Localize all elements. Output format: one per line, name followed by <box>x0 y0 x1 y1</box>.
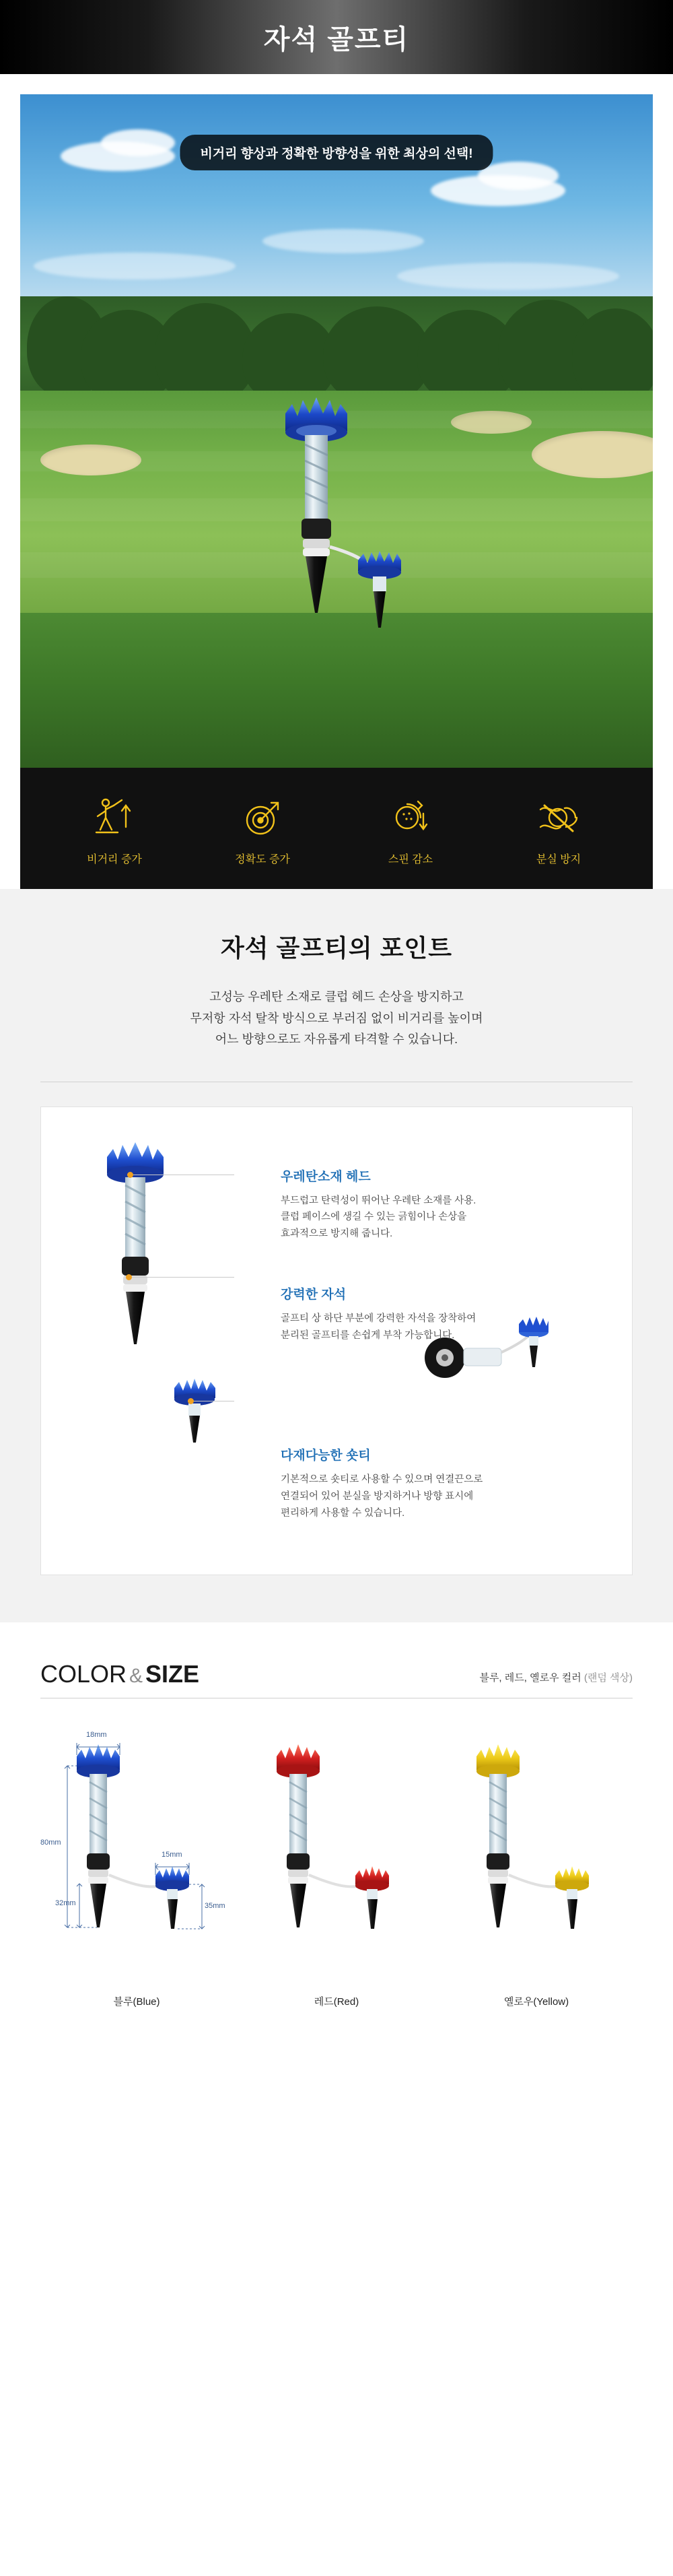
tree-icon <box>572 308 653 404</box>
dim-head-width: 18mm <box>86 1731 107 1739</box>
target-accuracy-icon <box>199 791 326 844</box>
color-size-title-amp: & <box>129 1665 143 1687</box>
feature-item-accuracy <box>199 791 326 866</box>
variant-illustration-red <box>240 1725 433 1981</box>
detail-body-line: 편리하게 사용할 수 있습니다. <box>281 1508 405 1519</box>
detail-body <box>281 1472 597 1522</box>
point-description-line: 어느 방향으로도 자유롭게 타격할 수 있습니다. <box>215 1032 458 1046</box>
detail-heading: 우레탄소재 헤드 <box>281 1169 371 1184</box>
feature-label: 정확도 증가 <box>235 853 290 865</box>
leader-dot <box>127 1172 133 1178</box>
detail-body-line: 골프티 상 하단 부분에 강력한 자석을 장착하여 <box>281 1313 476 1325</box>
dim-total-height: 80mm <box>40 1839 61 1847</box>
point-description <box>20 987 653 1051</box>
point-description-line: 고성능 우레탄 소재로 클럽 헤드 손상을 방지하고 <box>209 990 464 1003</box>
dim-short-head-width: 15mm <box>162 1851 182 1859</box>
detail-tee-shaft <box>125 1177 145 1258</box>
feature-icon-strip <box>20 768 653 889</box>
color-size-header <box>40 1660 633 1698</box>
variant-caption-blue: 블루(Blue) <box>113 1996 160 2008</box>
variant-cell-blue <box>40 1725 233 2008</box>
color-size-title-color: COLOR <box>40 1660 127 1688</box>
dim-short-height: 35mm <box>205 1902 225 1910</box>
feature-label: 분실 방지 <box>536 853 581 865</box>
spin-reduction-icon <box>347 791 474 844</box>
cloud-icon <box>34 253 236 279</box>
variant-illustration-yellow <box>440 1725 633 1981</box>
leader-line <box>132 1277 234 1278</box>
bunker-icon <box>451 411 532 434</box>
detail-body-line: 클럽 페이스에 생길 수 있는 긁힘이나 손상을 <box>281 1212 467 1223</box>
short-tee-blue <box>358 551 401 628</box>
variant-caption-red: 레드(Red) <box>314 1996 359 2008</box>
golfer-swing-icon <box>50 791 178 844</box>
point-title: 자석 골프티의 포인트 <box>221 934 452 962</box>
color-size-subtitle-muted: (랜덤 색상) <box>583 1672 633 1684</box>
detail-body <box>281 1311 597 1344</box>
detail-body-line: 연결되어 있어 분실을 방지하거나 방향 표시에 <box>281 1491 474 1502</box>
hero-product-illustration <box>236 391 437 714</box>
variant-cell-red <box>240 1725 433 2008</box>
detail-body-line: 부드럽고 탄력성이 뛰어난 우레탄 소재를 사용. <box>281 1195 476 1206</box>
variant-caption-yellow: 옐로우(Yellow) <box>503 1996 569 2008</box>
detail-magnet-collar <box>122 1257 149 1276</box>
color-size-section <box>0 1622 673 2049</box>
cloud-icon <box>478 162 559 190</box>
detail-body-line: 분리된 골프티를 손쉽게 부착 가능합니다. <box>281 1330 455 1342</box>
detail-item-magnet <box>281 1284 597 1344</box>
color-size-grid <box>40 1725 633 2008</box>
page-title: 자석 골프티 <box>263 24 410 55</box>
detail-item-short-tee <box>281 1445 597 1522</box>
detail-body-line: 효과적으로 방지해 줍니다. <box>281 1228 393 1240</box>
feature-item-spin <box>347 791 474 866</box>
feature-label: 스핀 감소 <box>388 853 433 865</box>
detail-item-urethane-head <box>281 1166 597 1243</box>
hero-badge: 비거리 향상과 정확한 방향성을 위한 최상의 선택! <box>180 135 493 170</box>
variant-illustration-blue <box>40 1725 233 1981</box>
feature-label: 비거리 증가 <box>87 853 142 865</box>
tree-icon <box>323 306 431 404</box>
color-size-title-size: SIZE <box>145 1660 200 1688</box>
detail-tee-head <box>107 1142 164 1183</box>
dim-tip-height: 32mm <box>55 1899 76 1907</box>
detail-text-column <box>281 1166 597 1523</box>
color-size-subtitle <box>479 1670 633 1688</box>
leader-dot <box>188 1398 194 1404</box>
bunker-icon <box>40 444 141 475</box>
detail-tee-tip <box>126 1292 145 1344</box>
leader-dot <box>126 1274 132 1280</box>
detail-short-tee <box>174 1379 215 1443</box>
page-title-bar <box>0 0 673 74</box>
cloud-icon <box>262 229 424 253</box>
point-section <box>0 889 673 1622</box>
feature-item-no-loss <box>495 791 623 866</box>
cloud-icon <box>397 263 619 290</box>
tree-icon <box>155 303 256 404</box>
magnet-collar <box>302 519 331 539</box>
no-loss-icon <box>495 791 623 844</box>
feature-item-distance <box>50 791 178 866</box>
tee-tip <box>306 556 327 613</box>
point-description-line: 무저항 자석 탈착 방식으로 부러짐 없이 비거리를 높이며 <box>190 1011 483 1025</box>
detail-body <box>281 1193 597 1243</box>
variant-cell-yellow <box>440 1725 633 2008</box>
detail-product-illustration <box>68 1134 270 1451</box>
detail-heading: 강력한 자석 <box>281 1288 347 1302</box>
color-size-subtitle-main: 블루, 레드, 옐로우 컬러 <box>479 1672 581 1684</box>
cloud-icon <box>101 129 175 156</box>
hero-image <box>20 94 653 768</box>
color-size-title <box>40 1660 199 1688</box>
detail-card <box>40 1107 633 1576</box>
detail-heading: 다재다능한 숏티 <box>281 1449 371 1463</box>
detail-body-line: 기본적으로 숏티로 사용할 수 있으며 연결끈으로 <box>281 1474 483 1486</box>
